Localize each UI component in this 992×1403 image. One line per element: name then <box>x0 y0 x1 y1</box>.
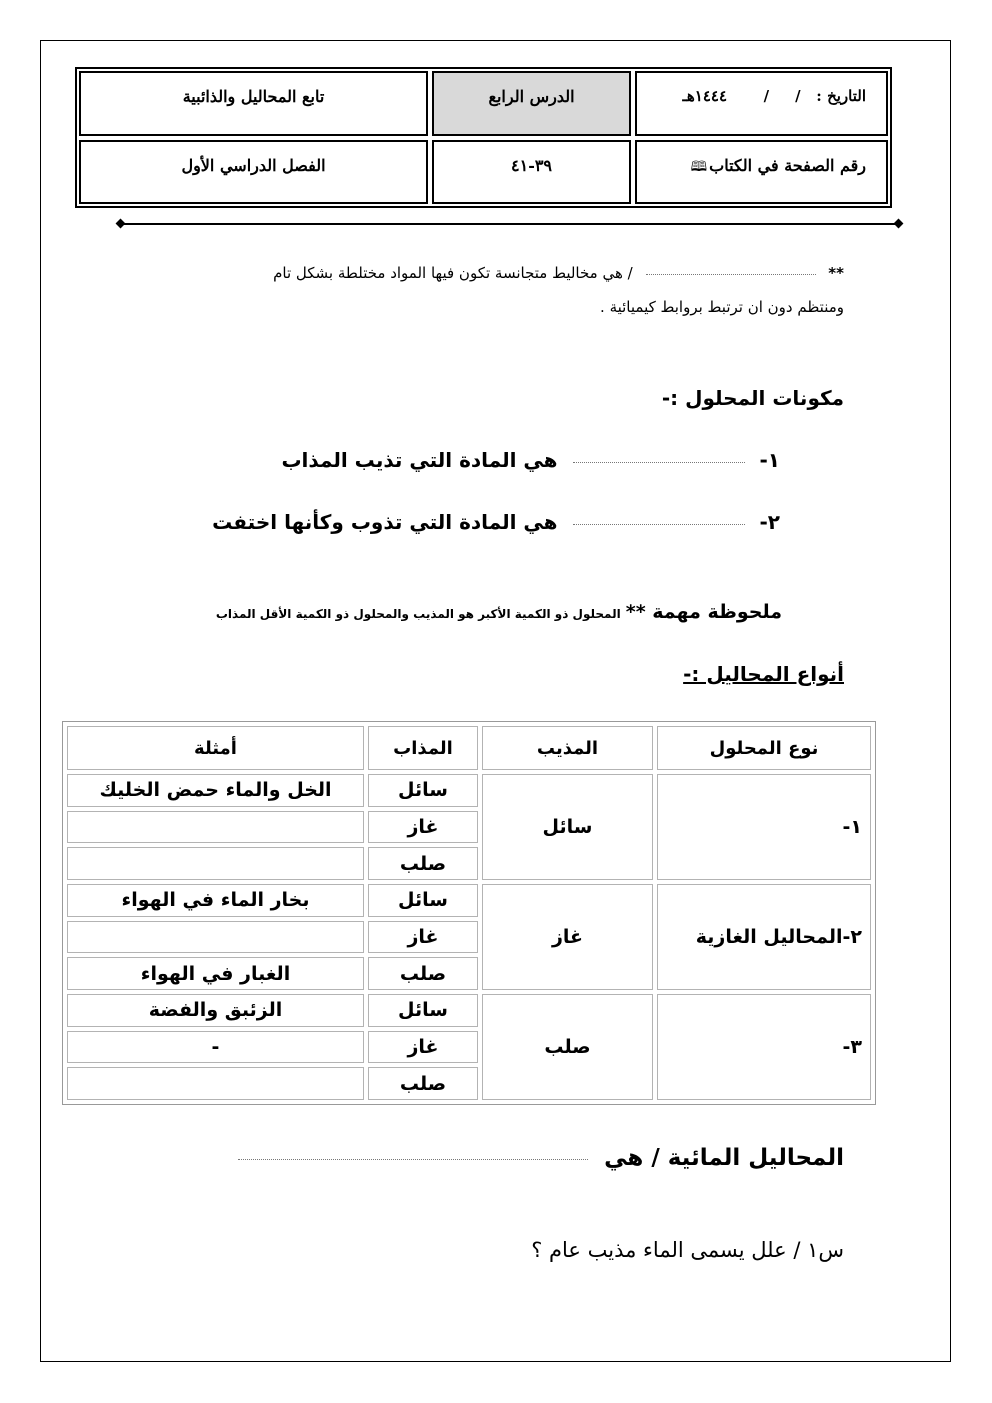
definition-stars: ** <box>828 264 844 282</box>
blank-line[interactable] <box>238 1158 588 1160</box>
component-num: ١- <box>759 448 780 472</box>
example-cell: الخل والماء حمض الخليك <box>67 774 364 807</box>
header-examples: أمثلة <box>67 726 364 770</box>
definition-line-2 <box>600 298 844 316</box>
header-solvent: المذيب <box>482 726 653 770</box>
example-cell <box>67 1067 364 1100</box>
solute-cell: سائل <box>368 884 478 917</box>
blank-line[interactable] <box>573 523 745 525</box>
type-cell: ٢-المحاليل الغازية <box>657 884 871 990</box>
solute-cell: غاز <box>368 811 478 844</box>
component-item-2 <box>212 510 780 534</box>
lesson-cell <box>432 71 631 136</box>
semester-cell <box>79 140 428 205</box>
blank-line[interactable] <box>646 273 816 275</box>
table-row <box>67 884 871 917</box>
separator-line <box>120 223 899 225</box>
component-text: هي المادة التي تذيب المذاب <box>281 448 558 472</box>
types-title: أنواع المحاليل :- <box>683 662 844 686</box>
solute-cell: غاز <box>368 1031 478 1064</box>
pages-cell <box>432 140 631 205</box>
page-number-cell <box>635 140 888 205</box>
component-item-1 <box>281 448 780 472</box>
example-cell: - <box>67 1031 364 1064</box>
header-table <box>75 67 892 208</box>
solvent-cell: سائل <box>482 774 653 880</box>
note-label: ملحوظة مهمة ** <box>625 601 782 623</box>
aqueous-title: المحاليل المائية / هي <box>604 1145 844 1171</box>
solvent-cell: صلب <box>482 994 653 1100</box>
solute-cell: صلب <box>368 957 478 990</box>
solvent-cell: غاز <box>482 884 653 990</box>
aqueous-definition <box>238 1145 844 1171</box>
solute-cell: صلب <box>368 847 478 880</box>
solute-cell: سائل <box>368 994 478 1027</box>
page-label: رقم الصفحة في الكتاب <box>709 155 866 175</box>
example-cell <box>67 811 364 844</box>
topic-text: تابع المحاليل والذائبية <box>182 87 325 106</box>
important-note <box>216 601 782 623</box>
blank-line[interactable] <box>573 461 745 463</box>
date-cell <box>635 71 888 136</box>
example-cell: بخار الماء في الهواء <box>67 884 364 917</box>
definition-text-1: / هي مخاليط متجانسة تكون فيها المواد مختلطة بشكل تام <box>273 264 633 282</box>
solute-cell: صلب <box>368 1067 478 1100</box>
note-text: المحلول ذو الكمية الأكبر هو المذيب والمحلول ذو الكمية الأقل المذاب <box>215 607 621 621</box>
solutions-table <box>62 721 876 1105</box>
header-type: نوع المحلول <box>657 726 871 770</box>
definition-line-1 <box>273 264 844 282</box>
solute-cell: سائل <box>368 774 478 807</box>
solute-cell: غاز <box>368 921 478 954</box>
example-cell: الزئبق والفضة <box>67 994 364 1027</box>
type-cell: ١- <box>657 774 871 880</box>
date-text: التاريخ : / / ١٤٤٤هـ <box>682 87 866 105</box>
pages-text: ٣٩-٤١ <box>511 155 553 175</box>
example-cell <box>67 921 364 954</box>
table-row <box>67 994 871 1027</box>
book-icon: 🕮 <box>690 158 708 175</box>
table-header-row <box>67 726 871 770</box>
table-row <box>67 774 871 807</box>
type-cell: ٣- <box>657 994 871 1100</box>
component-text: هي المادة التي تذوب وكأنها اختفت <box>212 510 558 534</box>
definition-text-2: ومنتظم دون ان ترتبط بروابط كيميائية . <box>600 298 844 316</box>
lesson-text: الدرس الرابع <box>488 87 575 106</box>
question-1: س١ / علل يسمى الماء مذيب عام ؟ <box>531 1238 844 1262</box>
example-cell: الغبار في الهواء <box>67 957 364 990</box>
component-num: ٢- <box>759 510 780 534</box>
topic-cell <box>79 71 428 136</box>
components-title: مكونات المحلول :- <box>661 386 844 410</box>
semester-text: الفصل الدراسي الأول <box>181 155 326 175</box>
header-solute: المذاب <box>368 726 478 770</box>
example-cell <box>67 847 364 880</box>
